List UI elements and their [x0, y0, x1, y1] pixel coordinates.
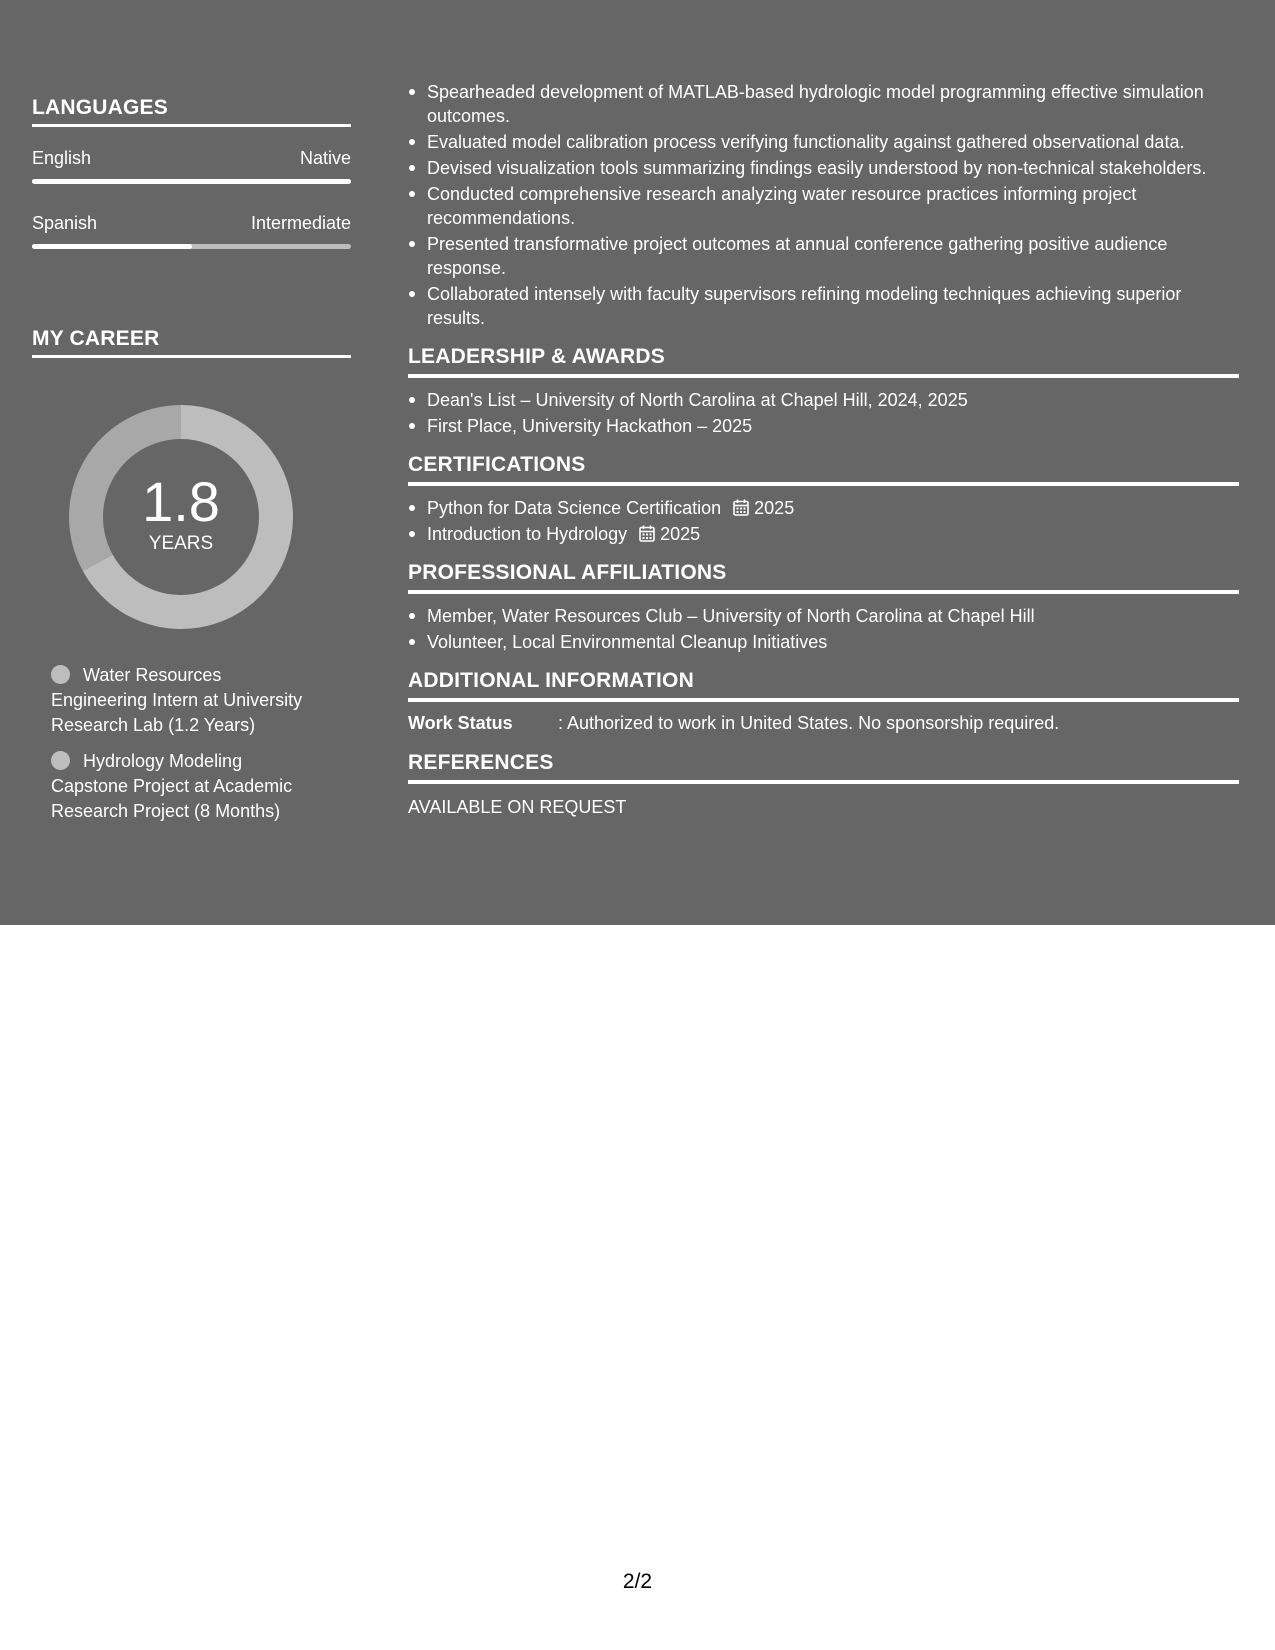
- career-total-unit: YEARS: [148, 533, 214, 554]
- work-status-row: [408, 712, 1239, 734]
- certification-year: 2025: [754, 498, 795, 518]
- language-level: Intermediate: [250, 213, 351, 233]
- leadership-title: LEADERSHIP & AWARDS: [408, 344, 1239, 378]
- calendar-icon: [733, 499, 749, 516]
- certifications-section: [408, 452, 1239, 546]
- language-name: English: [32, 148, 92, 168]
- career-legend-item: [51, 749, 321, 824]
- affiliation-item: Member, Water Resources Club – University of North Carolina at Chapel Hill: [408, 604, 1239, 628]
- career-legend-label: Hydrology Modeling Capstone Project at Academic Research Project (8 Months): [51, 751, 293, 821]
- legend-dot-icon: [51, 751, 70, 770]
- language-item-spanish: [32, 212, 351, 249]
- page-number: 2/2: [622, 1570, 653, 1593]
- certification-item: [408, 496, 1239, 520]
- career-legend-item: [51, 663, 321, 738]
- career-title: MY CAREER: [32, 326, 351, 358]
- experience-bullet: Devised visualization tools summarizing findings easily understood by non-technical stakeholders.: [408, 156, 1239, 180]
- references-text: AVAILABLE ON REQUEST: [408, 797, 627, 817]
- language-item-english: [32, 147, 351, 184]
- work-status-key: Work Status: [408, 713, 513, 733]
- leadership-section: [408, 344, 1239, 438]
- calendar-icon: [639, 525, 655, 542]
- experience-bullet-list: [408, 80, 1239, 330]
- experience-bullet: Conducted comprehensive research analyzing water resource practices informing project recommendations.: [408, 182, 1239, 230]
- left-column: [32, 95, 351, 835]
- career-legend: [51, 663, 321, 824]
- language-name: Spanish: [32, 213, 98, 233]
- language-bar-track: [32, 244, 351, 249]
- affiliations-title: PROFESSIONAL AFFILIATIONS: [408, 560, 1239, 594]
- references-title: REFERENCES: [408, 750, 1239, 784]
- career-legend-label: Water Resources Engineering Intern at University Research Lab (1.2 Years): [51, 665, 303, 735]
- affiliation-item: Volunteer, Local Environmental Cleanup Initiatives: [408, 630, 1239, 654]
- experience-bullet: Spearheaded development of MATLAB-based hydrologic model programming effective simulation outcomes.: [408, 80, 1239, 128]
- language-bar-fill: [32, 244, 192, 249]
- experience-bullet: Presented transformative project outcomes at annual conference gathering positive audience response.: [408, 232, 1239, 280]
- certification-year: 2025: [660, 524, 701, 544]
- leadership-item: Dean's List – University of North Carolina at Chapel Hill, 2024, 2025: [408, 388, 1239, 412]
- certifications-title: CERTIFICATIONS: [408, 452, 1239, 486]
- leadership-item: First Place, University Hackathon – 2025: [408, 414, 1239, 438]
- work-status-value: : Authorized to work in United States. No sponsorship required.: [558, 713, 1060, 733]
- additional-info-section: [408, 668, 1239, 734]
- certification-item: [408, 522, 1239, 546]
- language-level: Native: [299, 148, 351, 168]
- certification-name: Introduction to Hydrology: [427, 524, 628, 544]
- career-total-value: 1.8: [142, 470, 220, 533]
- additional-info-title: ADDITIONAL INFORMATION: [408, 668, 1239, 702]
- certification-name: Python for Data Science Certification: [427, 498, 722, 518]
- experience-bullet: Evaluated model calibration process verifying functionality against gathered observational data.: [408, 130, 1239, 154]
- affiliations-section: [408, 560, 1239, 654]
- languages-title: LANGUAGES: [32, 95, 351, 127]
- career-donut-chart: [65, 401, 297, 633]
- references-section: [408, 750, 1239, 818]
- experience-bullet: Collaborated intensely with faculty supervisors refining modeling techniques achieving superior results.: [408, 282, 1239, 330]
- legend-dot-icon: [51, 665, 70, 684]
- language-bar-fill: [32, 179, 351, 184]
- right-column: [408, 80, 1239, 818]
- language-bar-track: [32, 179, 351, 184]
